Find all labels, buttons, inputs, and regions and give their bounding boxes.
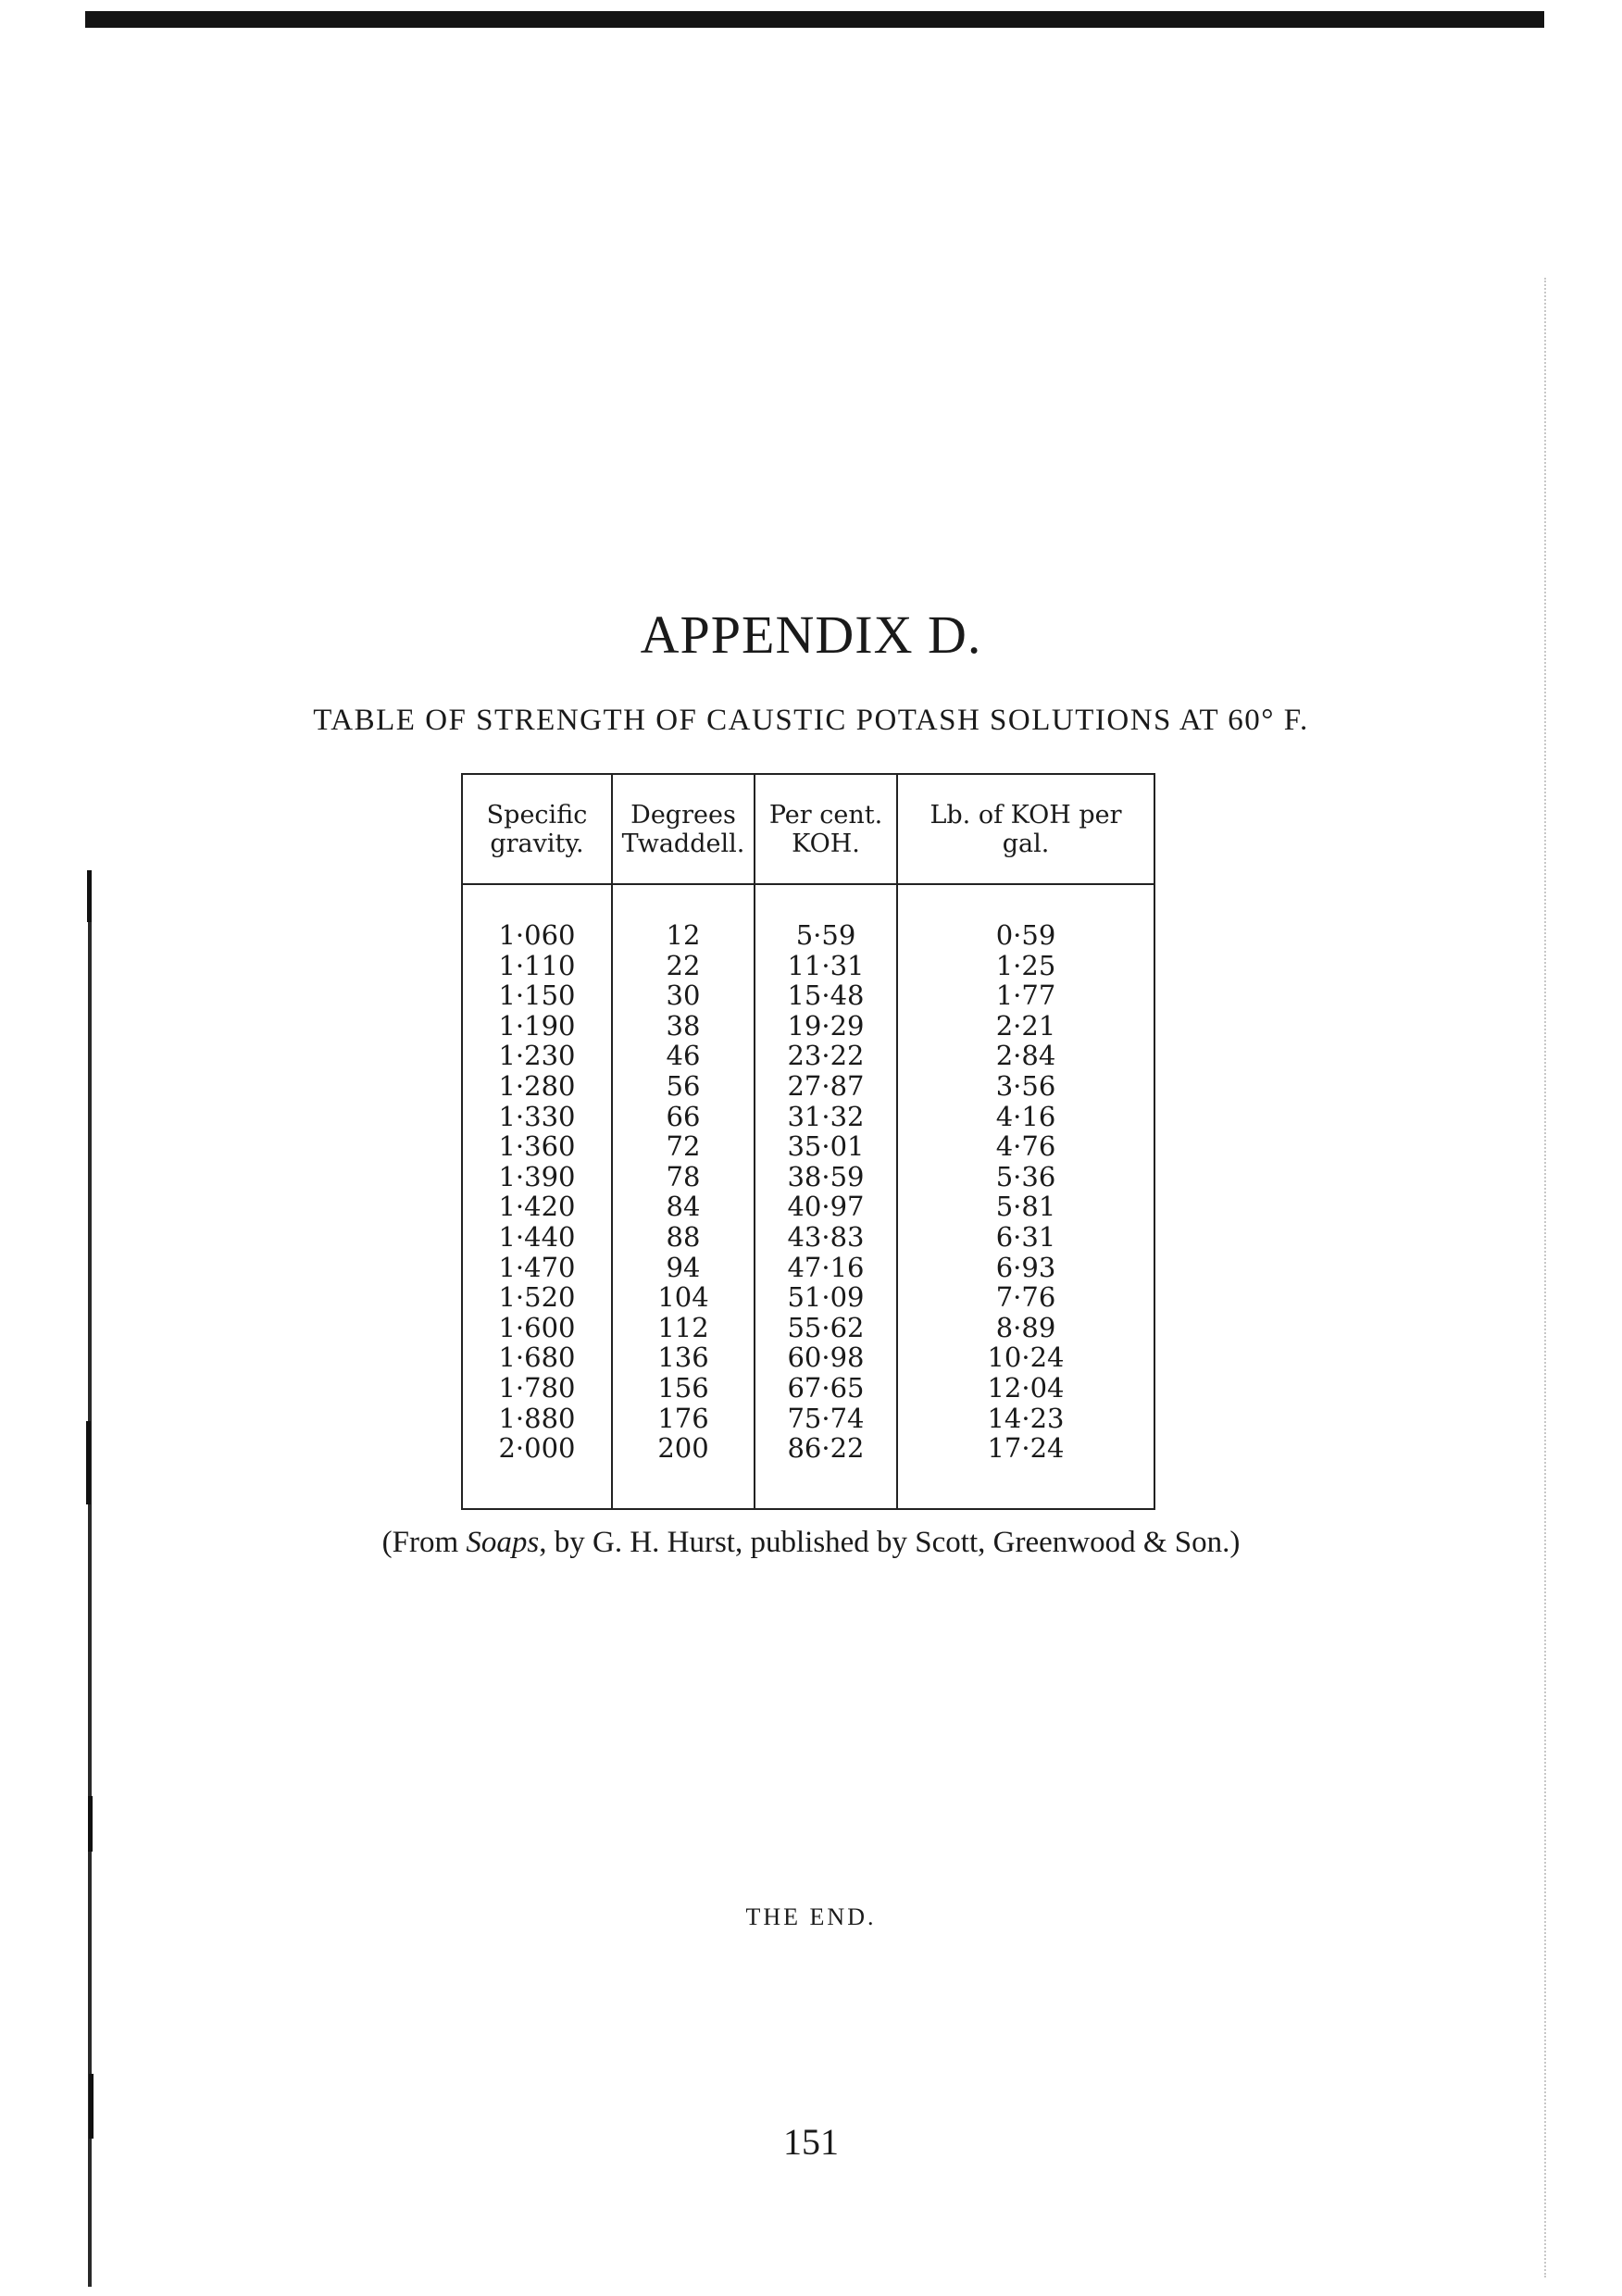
table-cell: 112 [657, 1311, 709, 1343]
binding-mark [86, 1421, 91, 1504]
table-cell: 1·440 [498, 1220, 576, 1253]
citation-book-title: Soaps [466, 1526, 540, 1559]
table-cell: 2·84 [995, 1040, 1056, 1072]
appendix-title: APPENDIX D. [640, 605, 982, 665]
table-cell: 5·36 [995, 1160, 1056, 1192]
table-cell: 1·880 [498, 1402, 576, 1434]
table-cell: 1·110 [498, 949, 576, 981]
table-cell: 23·22 [787, 1040, 865, 1072]
column-degrees-twaddell [612, 884, 755, 1508]
table-body-row [463, 884, 1154, 1508]
table-cell: 66 [666, 1100, 701, 1132]
header-per-cent-koh: Per cent. KOH. [755, 775, 897, 884]
table-cell: 4·76 [995, 1130, 1056, 1163]
table-cell: 1·330 [498, 1100, 576, 1132]
table-cell: 10·24 [987, 1341, 1065, 1374]
table-cell: 5·59 [795, 919, 856, 951]
table-cell: 1·600 [498, 1311, 576, 1343]
table-cell: 72 [666, 1130, 701, 1163]
table-cell: 1·470 [498, 1251, 576, 1283]
table-cell: 0·59 [995, 919, 1056, 951]
table-cell: 1·77 [995, 980, 1056, 1012]
top-rule [85, 11, 1544, 28]
table-cell: 2·000 [498, 1432, 576, 1465]
header-degrees-twaddell: Degrees Twaddell. [612, 775, 755, 884]
table-cell: 86·22 [787, 1432, 865, 1465]
table-cell: 1·190 [498, 1009, 576, 1042]
table-header-row [463, 775, 1154, 884]
table-cell: 6·31 [995, 1220, 1056, 1253]
header-specific-gravity: Specific gravity. [463, 775, 612, 884]
table-cell: 88 [666, 1220, 701, 1253]
table-cell: 11·31 [787, 949, 865, 981]
column-lb-koh-per-gal [897, 884, 1154, 1508]
table-cell: 1·680 [498, 1341, 576, 1374]
table-cell: 1·230 [498, 1040, 576, 1072]
table-cell: 67·65 [787, 1371, 865, 1404]
table-cell: 17·24 [987, 1432, 1065, 1465]
table-cell: 1·780 [498, 1371, 576, 1404]
table-cell: 1·360 [498, 1130, 576, 1163]
binding-mark [88, 1796, 93, 1852]
table-cell: 47·16 [787, 1251, 865, 1283]
table-cell: 51·09 [787, 1281, 865, 1314]
table-cell: 38 [666, 1009, 701, 1042]
table-cell: 31·32 [787, 1100, 865, 1132]
table-cell: 60·98 [787, 1341, 865, 1374]
table-cell: 27·87 [787, 1069, 865, 1102]
table-cell: 1·420 [498, 1191, 576, 1223]
table-cell: 19·29 [787, 1009, 865, 1042]
table-cell: 12·04 [987, 1371, 1065, 1404]
table-cell: 156 [657, 1371, 709, 1404]
page-edge [1544, 278, 1548, 2277]
table-cell: 15·48 [787, 980, 865, 1012]
column-specific-gravity [463, 884, 612, 1508]
table-cell: 14·23 [987, 1402, 1065, 1434]
table-cell: 55·62 [787, 1311, 865, 1343]
page-number: 151 [783, 2121, 839, 2163]
binding-mark [87, 870, 92, 922]
table-cell: 1·520 [498, 1281, 576, 1314]
table-cell: 30 [666, 980, 701, 1012]
table-cell: 2·21 [995, 1009, 1056, 1042]
citation-suffix: , by G. H. Hurst, published by Scott, Greenwood & Son.) [539, 1526, 1241, 1559]
table-cell: 40·97 [787, 1191, 865, 1223]
table-cell: 4·16 [995, 1100, 1056, 1132]
table-cell: 38·59 [787, 1160, 865, 1192]
table-cell: 200 [657, 1432, 709, 1465]
table-cell: 1·25 [995, 949, 1056, 981]
table-cell: 43·83 [787, 1220, 865, 1253]
table-cell: 22 [666, 949, 701, 981]
citation-prefix: (From [381, 1526, 467, 1559]
table-cell: 6·93 [995, 1251, 1056, 1283]
table-cell: 136 [657, 1341, 709, 1374]
source-citation [0, 1526, 1622, 1560]
table-cell: 1·060 [498, 919, 576, 951]
table-cell: 1·280 [498, 1069, 576, 1102]
table-cell: 12 [666, 919, 701, 951]
table-cell: 35·01 [787, 1130, 865, 1163]
table-cell: 1·390 [498, 1160, 576, 1192]
table-cell: 1·150 [498, 980, 576, 1012]
table-cell: 8·89 [995, 1311, 1056, 1343]
column-per-cent-koh [755, 884, 897, 1508]
table-caption: TABLE OF STRENGTH OF CAUSTIC POTASH SOLUTIONS AT 60° F. [313, 704, 1309, 737]
table-cell: 3·56 [995, 1069, 1056, 1102]
table-cell: 7·76 [995, 1281, 1056, 1314]
table-cell: 46 [666, 1040, 701, 1072]
table-cell: 5·81 [995, 1191, 1056, 1223]
table-cell: 104 [657, 1281, 709, 1314]
table-cell: 84 [666, 1191, 701, 1223]
koh-strength-table [461, 773, 1155, 1510]
table-cell: 78 [666, 1160, 701, 1192]
table-cell: 94 [666, 1251, 701, 1283]
the-end: THE END. [745, 1903, 877, 1930]
table-cell: 75·74 [787, 1402, 865, 1434]
header-lb-koh-per-gal: Lb. of KOH per gal. [897, 775, 1154, 884]
table-cell: 56 [666, 1069, 701, 1102]
table-cell: 176 [657, 1402, 709, 1434]
